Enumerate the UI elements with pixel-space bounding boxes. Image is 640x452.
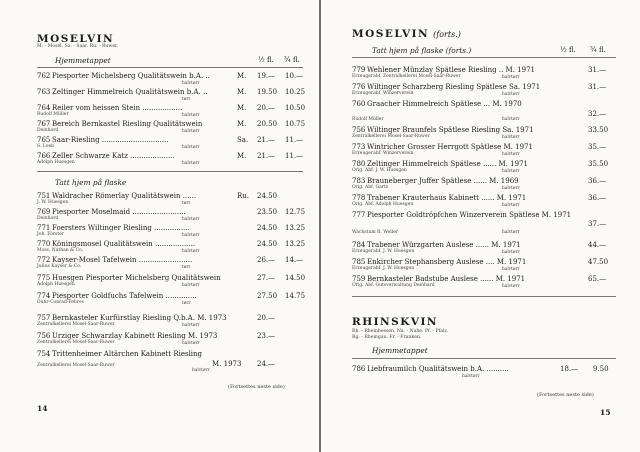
price-full: 27.50 <box>257 292 278 300</box>
price-full: 65.— <box>588 275 607 283</box>
section-heading: Tatt hjem på flaske (forts.) <box>372 46 472 55</box>
title-suffix: (forts.) <box>433 30 461 39</box>
section-heading: Tatt hjem på flaske <box>55 178 127 187</box>
price-full: 24.— <box>257 360 276 368</box>
wine-entry <box>352 177 622 193</box>
price-half: 14.— <box>285 256 304 264</box>
wine-entry <box>37 208 305 224</box>
wine-entry <box>37 350 305 376</box>
wine-entry <box>352 194 622 210</box>
price-full: 35.— <box>588 143 607 151</box>
item-number: 773 <box>352 143 366 151</box>
producer: Erzeugerabf. Winzerverein <box>352 151 414 157</box>
item-number: 757 <box>37 314 51 322</box>
producer: Wachstum R. Weller <box>352 230 398 235</box>
wine-entry <box>37 120 305 136</box>
wine-entry <box>37 88 305 104</box>
wine-entry <box>37 332 305 348</box>
price-full: 26.— <box>257 256 276 264</box>
bottling-type: halvtørr <box>502 230 520 235</box>
producer: Julius Kayser & Co. <box>37 264 82 270</box>
item-number: 778 <box>352 194 366 202</box>
producer: Orig. Abf. Adolph Huesgen <box>352 202 414 208</box>
producer: Erzeugerabf. Winzerverein <box>352 91 414 97</box>
wine-entry <box>37 72 305 88</box>
bottling-type: halvtørr <box>182 144 200 150</box>
producer: Joh. Förster <box>37 232 64 238</box>
rhine-title: RHINSKVIN <box>352 316 439 328</box>
wine-name: Wehlener Münzlay Spätlese Riesling .. M. 1971 <box>367 66 535 74</box>
bottling-type: halvtørr <box>502 168 520 174</box>
wine-region: M. <box>237 152 247 160</box>
wine-entry <box>37 152 305 168</box>
producer: Zentralkellerei Mosel-Saar-Ruwer <box>352 134 430 140</box>
item-number: 776 <box>352 83 366 91</box>
bottling-type: halvtørr <box>502 151 520 157</box>
wine-entry <box>352 258 622 274</box>
wine-name: Brauneberger Juffer Spätlese ...... M. 1969 <box>367 177 519 185</box>
item-number: 777 <box>352 211 366 219</box>
item-number: 763 <box>37 88 51 96</box>
producer: Moss, Nathan & Co. <box>37 248 84 254</box>
wine-name: Reiler vom heissen Stein .................. <box>52 104 183 112</box>
wine-name: Waldracher Römerlay Qualitätswein ...... <box>52 192 197 200</box>
bottling-type: halvtørr <box>502 283 520 289</box>
producer: Rudolf Müller <box>352 117 384 122</box>
bottling-type: halvtørr <box>502 74 520 80</box>
bottling-type: tørr <box>182 96 191 102</box>
price-half: 13.25 <box>285 240 306 248</box>
wine-name: Wiltinger Braunfels Spätlese Riesling Sa. 1971 <box>367 126 534 134</box>
price-full: 20.50 <box>257 120 278 128</box>
price-full: 33.50 <box>588 126 609 134</box>
producer: Adolph Huesgen <box>37 282 75 288</box>
wine-entry <box>37 104 305 120</box>
item-number: 754 <box>37 350 51 358</box>
wine-entry <box>37 274 305 290</box>
continued-note: (Fortsettes neste side) <box>537 392 594 398</box>
bottling-type: halvtørr <box>182 232 200 238</box>
producer: Zentralkellerei Mosel-Saar-Ruwer <box>37 363 115 368</box>
wine-name: Trittenheimer Altärchen Kabinett Riesling <box>52 350 203 358</box>
section-heading: Hjemmetappet <box>372 346 428 355</box>
producer: Duhr-Conrad-Fehres <box>37 300 84 306</box>
bottling-type: halvtørr <box>502 266 520 272</box>
wine-name: Bernkasteler Badstube Auslese ...... M. 1971 <box>367 275 526 283</box>
bottling-type: halvtørr <box>182 112 200 118</box>
wine-name: Piesporter Michelsberg Qualitätswein b.A. .. <box>52 72 210 80</box>
wine-entry <box>352 211 622 239</box>
price-half: 10.50 <box>285 104 306 112</box>
price-full: 19.— <box>257 72 276 80</box>
wine-entry <box>352 143 622 159</box>
wine-name: Kayser-Mosel Tafelwein ........................ <box>52 256 193 264</box>
wine-name: Ürziger Schwarzlay Kabinett Riesling M. 1973 <box>52 332 218 340</box>
bottling-type: halvtørr <box>502 249 520 255</box>
col-half-bottle: ½ fl. <box>560 46 576 54</box>
bottling-type: halvtørr <box>182 128 200 134</box>
wine-entry <box>352 126 622 142</box>
price-full: 31.— <box>588 66 607 74</box>
wine-region: M. <box>237 88 247 96</box>
region-legend: M. - Mosel. Sa. - Saar. Ru. - Ruwer. <box>37 44 119 49</box>
price-half: 9.50 <box>593 365 609 373</box>
wine-region: M. <box>237 72 247 80</box>
bottling-type: halvtørr <box>192 368 210 373</box>
wine-entry <box>352 160 622 176</box>
price-full: 32.— <box>588 110 607 118</box>
right-page <box>321 0 640 452</box>
bottling-type: halvtørr <box>182 160 200 166</box>
producer: Erzeugerabf. Zentralkellerei Mosel-Saar-Ruwer <box>352 74 461 80</box>
producer: Orig. Abf. J. W. Huesgen <box>352 168 407 174</box>
bottling-type: halvtørr <box>502 91 520 97</box>
price-full: 27.— <box>257 274 276 282</box>
rhine-region-legend: Rh. - Rheinhessen. Na. - Nahe. Pf. - Pfalz. Rg. - Rheingau. Fr. - Franken. <box>352 329 449 340</box>
col-full-bottle: ¾ fl. <box>590 46 606 54</box>
wine-entry <box>37 224 305 240</box>
bottling-type: halvtørr <box>182 322 200 328</box>
divider <box>37 67 303 68</box>
bottling-type: halvtørr <box>502 117 520 122</box>
bottling-type: halvtørr <box>182 282 200 288</box>
wine-entry <box>37 256 305 272</box>
page-number: 14 <box>37 404 48 413</box>
page-number: 15 <box>600 408 611 417</box>
wine-name: Wintricher Grosser Herrgott Spätlese M. 1971 <box>367 143 533 151</box>
col-full-bottle: ¾ fl. <box>284 56 300 64</box>
wine-entry <box>37 136 305 152</box>
producer: Zentralkellerei Mosel-Saar-Ruwer <box>37 340 115 346</box>
price-full: 20.— <box>257 104 276 112</box>
price-full: 23.50 <box>257 208 278 216</box>
producer: Erzeugerabf. J. W. Huesgen <box>352 249 415 255</box>
wine-region: Sa. <box>237 136 249 144</box>
bottling-type: halvtørr <box>182 216 200 222</box>
price-full: 19.50 <box>257 88 278 96</box>
bottling-type: halvtørr <box>502 134 520 140</box>
wine-entry <box>37 314 305 330</box>
producer: S. Loeb <box>37 144 55 150</box>
price-half: 13.25 <box>285 224 306 232</box>
bottling-type: tørr <box>182 300 191 306</box>
wine-region: M. 1973 <box>212 360 242 368</box>
price-half: 14.75 <box>285 292 306 300</box>
wine-entry <box>37 240 305 256</box>
price-half: 11.— <box>285 152 304 160</box>
item-number: 767 <box>37 120 51 128</box>
producer: Erzeugerabf. J. W. Huesgen <box>352 266 415 272</box>
wine-entry <box>37 192 305 208</box>
wine-name: Bereich Bernkastel Riesling Qualitätswein <box>52 120 203 128</box>
divider <box>352 296 616 297</box>
wine-name: Piesporter Moselmaid ........................ <box>52 208 186 216</box>
bottling-type: halvtørr <box>462 373 480 379</box>
price-half: 10.— <box>285 72 304 80</box>
bottling-type: tørr <box>182 264 191 270</box>
producer: Orig. Abf. Gutsverwaltung Deinhard <box>352 283 435 289</box>
price-full: 18.— <box>560 365 579 373</box>
item-number: 783 <box>352 177 366 185</box>
item-number: 756 <box>352 126 366 134</box>
producer: Deinhard <box>37 216 59 222</box>
price-half: 14.50 <box>285 274 306 282</box>
bottling-type: halvtørr <box>182 340 200 346</box>
wine-entry <box>352 275 622 291</box>
item-number: 784 <box>352 241 366 249</box>
price-full: 21.— <box>257 136 276 144</box>
producer: Rudolf Müller <box>37 112 69 118</box>
bottling-type: halvtørr <box>182 248 200 254</box>
price-full: 37.— <box>588 220 607 228</box>
divider <box>37 171 303 172</box>
item-number: 762 <box>37 72 51 80</box>
item-number: 756 <box>37 332 51 340</box>
wine-entry <box>352 83 622 99</box>
item-number: 766 <box>37 152 51 160</box>
wine-name: Piesporter Goldtröpfchen Winzerverein Spätlese M. 1971 <box>367 211 572 219</box>
wine-name: Graacher Himmelreich Spätlese ... M. 1970 <box>367 100 522 108</box>
item-number: 770 <box>37 240 51 248</box>
item-number: 775 <box>37 274 51 282</box>
price-full: 20.— <box>257 314 276 322</box>
wine-name: Saar-Riesling .............................. <box>52 136 169 144</box>
price-full: 36.— <box>588 194 607 202</box>
price-full: 24.50 <box>257 192 278 200</box>
wine-name: Zeltinger Himmelreich Spätlese ...... M. 1971 <box>367 160 528 168</box>
price-full: 44.— <box>588 241 607 249</box>
wine-region: Ru. <box>237 192 250 200</box>
wine-entry <box>37 292 305 308</box>
wine-name: Liebfraumilch Qualitätswein b.A. .......... <box>367 365 509 373</box>
item-number: 759 <box>352 275 366 283</box>
wine-name: Wiltinger Scharzberg Riesling Spätlese Sa. 1971 <box>367 83 541 91</box>
wine-name: Enkircher Stephansberg Auslese .... M. 1971 <box>367 258 527 266</box>
left-page <box>0 0 319 452</box>
wine-name: Bernkasteler Kurfürstlay Riesling Q.b.A. M. 1973 <box>52 314 227 322</box>
price-full: 24.50 <box>257 240 278 248</box>
price-half: 10.75 <box>285 120 306 128</box>
wine-region: M. <box>237 120 247 128</box>
wine-name: Trabener Würzgarten Auslese ...... M. 1971 <box>367 241 521 249</box>
item-number: 772 <box>37 256 51 264</box>
price-full: 47.50 <box>588 258 609 266</box>
producer: Zentralkellerei Mosel-Saar-Ruwer <box>37 322 115 328</box>
wine-region: M. <box>237 104 247 112</box>
item-number: 764 <box>37 104 51 112</box>
item-number: 774 <box>37 292 51 300</box>
continued-note: (Fortsettes neste side) <box>228 384 285 390</box>
item-number: 769 <box>37 208 51 216</box>
item-number: 779 <box>352 66 366 74</box>
page-title: MOSELVIN <box>37 33 115 45</box>
price-half: 12.75 <box>285 208 306 216</box>
bottling-type: halvtørr <box>502 202 520 208</box>
wine-entry <box>352 100 622 122</box>
wine-name: Foersters Wiltinger Riesling ................ <box>52 224 190 232</box>
producer: Adolph Huesgen <box>37 160 75 166</box>
price-full: 36.— <box>588 177 607 185</box>
item-number: 785 <box>352 258 366 266</box>
wine-entry <box>352 241 622 257</box>
price-full: 31.— <box>588 83 607 91</box>
price-full: 24.50 <box>257 224 278 232</box>
price-full: 35.50 <box>588 160 609 168</box>
bottling-type: halvtørr <box>502 185 520 191</box>
wine-name: Piesporter Goldfuchs Tafelwein .............. <box>52 292 197 300</box>
wine-entry <box>352 66 622 82</box>
producer: Orig. Abf. Gartz <box>352 185 389 191</box>
price-full: 21.— <box>257 152 276 160</box>
wine-name: Huesgen Piesporter Michelsberg Qualitätswein <box>52 274 221 282</box>
bottling-type: tørr <box>182 200 191 206</box>
item-number: 786 <box>352 365 366 373</box>
price-half: 10.25 <box>285 88 306 96</box>
item-number: 765 <box>37 136 51 144</box>
price-full: 23.— <box>257 332 276 340</box>
wine-name: Zeltinger Himmelreich Qualitätswein b.A. .. <box>52 88 208 96</box>
section-heading: Hjemmetappet <box>55 56 111 65</box>
wine-name: Köningsmosel Qualitätswein .................. <box>52 240 196 248</box>
producer: J. W. Huesgen <box>37 200 69 206</box>
col-half-bottle: ½ fl. <box>258 56 274 64</box>
divider <box>352 57 616 58</box>
item-number: 751 <box>37 192 51 200</box>
item-number: 771 <box>37 224 51 232</box>
producer: Deinhard <box>37 128 59 134</box>
wine-name: Zeller Schwarze Katz .................... <box>52 152 175 160</box>
bottling-type: halvtørr <box>182 80 200 86</box>
wine-name: Trabener Krauterhaus Kabinett ...... M. 1971 <box>367 194 527 202</box>
price-half: 11.— <box>285 136 304 144</box>
item-number: 780 <box>352 160 366 168</box>
item-number: 760 <box>352 100 366 108</box>
divider <box>352 358 616 359</box>
wine-entry <box>352 365 622 381</box>
page-title: MOSELVIN (forts.) <box>352 28 461 40</box>
